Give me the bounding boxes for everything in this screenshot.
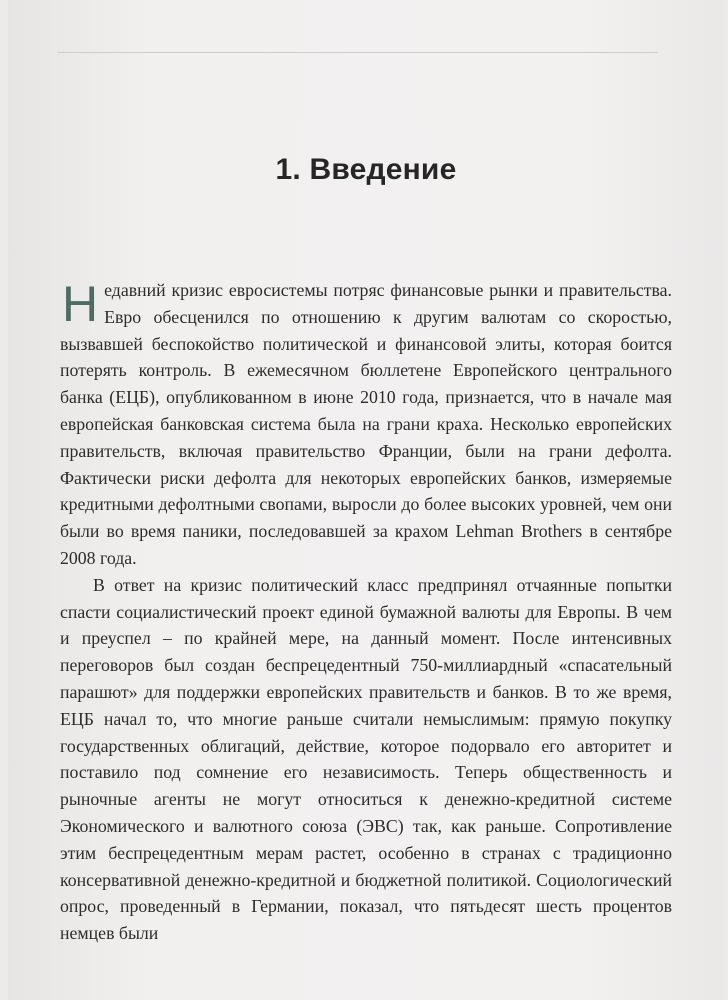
paragraph-2: В ответ на кризис политический класс предпринял отчаянные попытки спасти социалистический проект единой бумажной валюты для Европы. В чем и преуспел – по крайней мере, на данный момент. После интенсивных переговоров был создан беспрецедентный 750-миллиардный «спасательный парашют» для поддержки европейских правительств и банков. В то же время, ЕЦБ начал то, что многие раньше считали немыслимым: прямую покупку государственных облигаций, действие, которое подорвало его авторитет и поставило под сомнение его независимость. Теперь общественность и рыночные агенты не могут относиться к денежно-кредитной системе Экономического и валютного союза (ЭВС) так, как раньше. Сопротивление этим беспрецедентным мерам растет, особенно в странах с традиционно консервативной денежно-кредитной и бюджетной политикой. Социологический опрос, проведенный в Германии, показал, что пятьдесят шесть процентов немцев были xyxy=(60,574,672,944)
book-page xyxy=(8,0,724,1000)
chapter-heading: 1. Введение xyxy=(275,153,457,186)
drop-cap: Н xyxy=(62,276,99,332)
paragraph-1 xyxy=(60,277,672,572)
body-text xyxy=(60,277,672,947)
running-head xyxy=(58,30,658,53)
paragraph-1-text: едавний кризис евросистемы потряс финансовые рынки и правительства. Евро обесценился по отношению к другим валютам со скоростью, вызвавшей беспокойство политической и финансовой элиты, которая боится потерять контроль. В ежемесячном бюллетене Европейского центрального банка (ЕЦБ), опубликованном в июне 2010 года, признается, что в начале мая европейская банковская система была на грани краха. Несколько европейских правительств, включая правительство Франции, были на грани дефолта. Фактически риски дефолта для некоторых европейских банков, измеряемые кредитными дефолтными свопами, выросли до более высоких уровней, чем они были во время паники, последовавшей за крахом Lehman Brothers в сентябре 2008 года. xyxy=(60,280,672,568)
